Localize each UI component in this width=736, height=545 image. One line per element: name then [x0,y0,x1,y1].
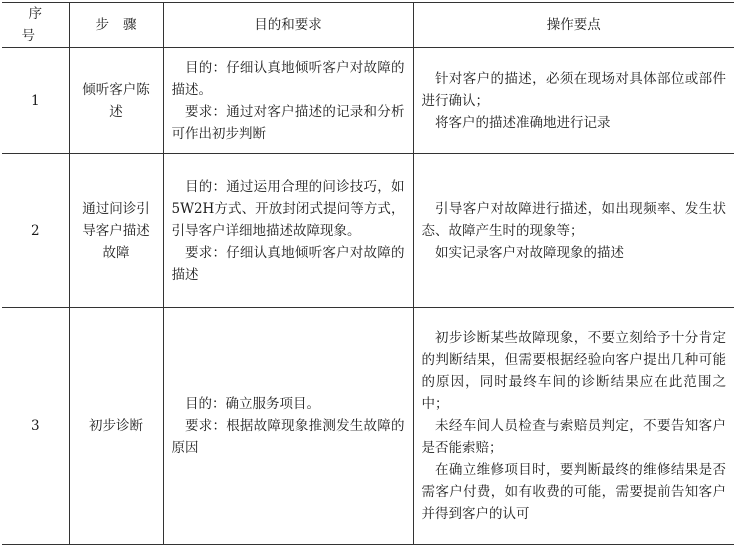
row-step: 通过问诊引导客户描述故障 [69,154,163,308]
goal-line: 目的：通过运用合理的问诊技巧，如5W2H方式、开放封闭式提问等方式，引导客户详细地描述故障现象。 [171,178,405,239]
points-line: 将客户的描述准确地进行记录 [435,114,611,131]
row-goal [163,154,413,308]
header-row [2,3,734,48]
table-row [2,154,734,308]
row-points [413,48,734,154]
header-points: 操作要点 [413,3,734,48]
table-row [2,308,734,545]
points-line: 在确立维修项目时，要判断最终的维修结果是否需客户付费，如有收费的可能，需要提前告知客户并得到客户的认可 [421,462,726,522]
header-step: 步骤 [69,3,163,48]
row-points [413,154,734,308]
table-row [2,48,734,154]
header-num: 序号 [2,3,69,48]
points-line: 初步诊断某些故障现象，不要立刻给予十分肯定的判断结果，但需要根据经验向客户提出几种可能的原因，同时最终车间的诊断结果应在此范围之中； [421,330,726,412]
goal-line: 要求：仔细认真地倾听客户对故障的描述 [171,244,405,283]
points-line: 未经车间人员检查与索赔员判定，不要告知客户是否能索赔； [421,418,726,456]
points-line: 如实记录客户对故障现象的描述 [435,244,624,261]
row-step: 倾听客户陈述 [69,48,163,154]
goal-line: 要求：根据故障现象推测发生故障的原因 [171,418,405,456]
goal-line: 目的：仔细认真地倾听客户对故障的描述。 [171,59,405,98]
row-num: 3 [2,308,69,545]
procedure-table [2,2,734,545]
row-step: 初步诊断 [69,308,163,545]
row-goal [163,308,413,545]
header-goal: 目的和要求 [163,3,413,48]
goal-line: 目的：确立服务项目。 [185,396,320,412]
row-points [413,308,734,545]
row-num: 1 [2,48,69,154]
points-line: 引导客户对故障进行描述，如出现频率、发生状态、故障产生时的现象等； [421,200,726,239]
goal-line: 要求：通过对客户描述的记录和分析可作出初步判断 [171,103,405,142]
row-goal [163,48,413,154]
points-line: 针对客户的描述，必须在现场对具体部位或部件进行确认； [421,70,726,109]
row-num: 2 [2,154,69,308]
